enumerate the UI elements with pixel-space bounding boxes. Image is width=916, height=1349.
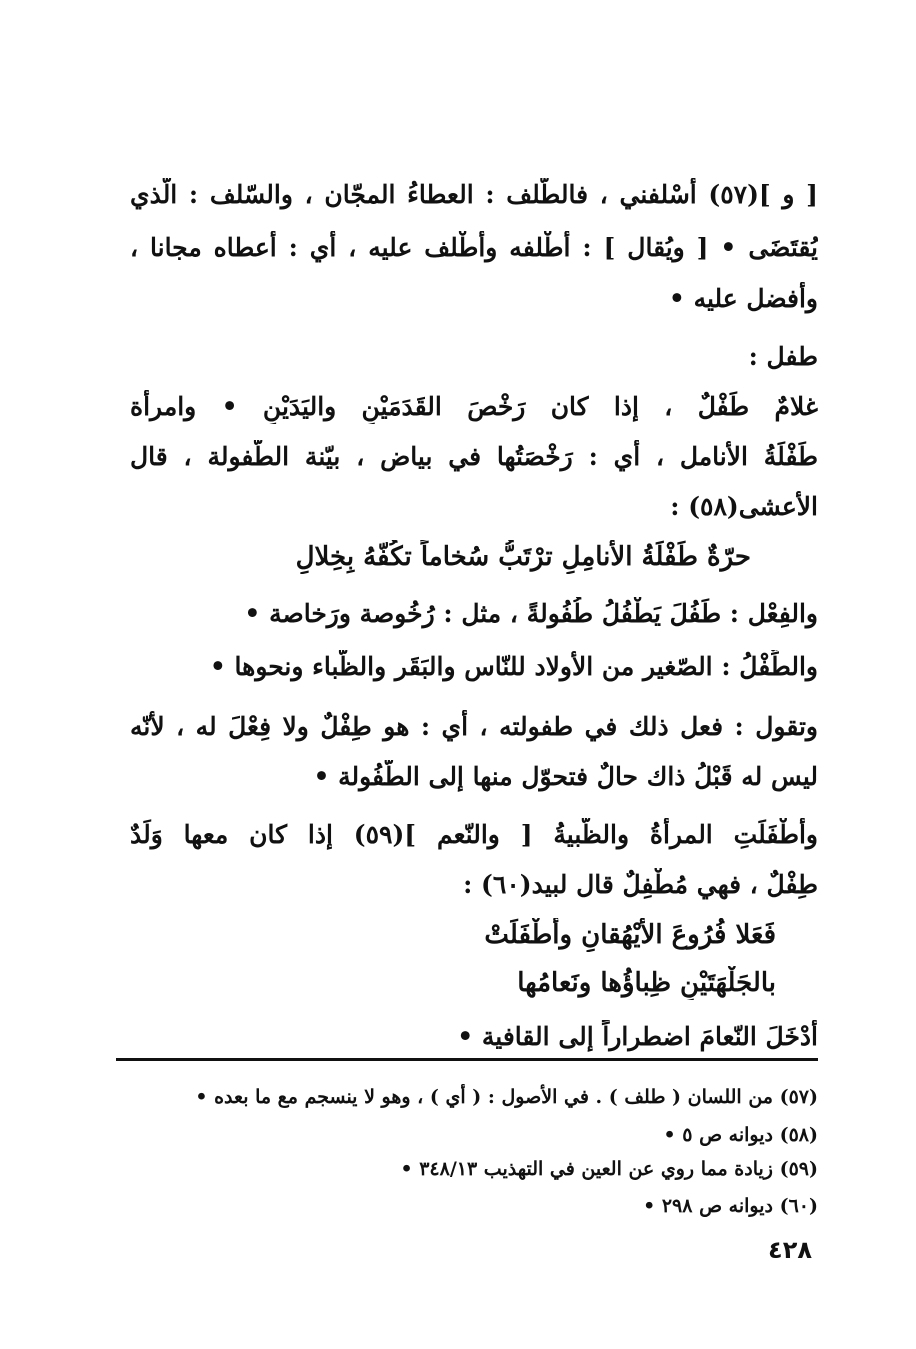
paragraph-line: طَفْلَةُ الأنامل ، أي : رَخْصَتُها في بياض ، بيّنة الطّفولة ، قال: [130, 442, 818, 471]
poem-verse: حرّةٌ طَفْلَةُ الأنامِلِ ترْتَبُّ سُخاماً تكُفّهُ بِخِلالِ: [295, 542, 751, 572]
footnote: (٥٩) زيادة مما روي عن العين في التهذيب ٣٤٨/١٣ •: [400, 1158, 818, 1180]
poem-verse-second-hemistich: بالجَلْهَتَيْنِ ظِباؤُها ونَعامُها: [517, 968, 776, 998]
paragraph-line: طِفْلٌ ، فهي مُطْفِلٌ قال لبيد(٦٠) :: [463, 870, 818, 899]
paragraph-line: وأطْفَلَتِ المرأةُ والظّبيةُ [ والنّعم ](٥٩) إذا كان معها وَلَدٌ: [130, 820, 818, 849]
paragraph-line: وتقول : فعل ذلك في طفولته ، أي : هو طِفْلٌ ولا فِعْلَ له ، لأنّه: [130, 712, 818, 741]
paragraph-line: غلامٌ طَفْلٌ ، إذا كان رَخْصَ القَدَمَيْنِ واليَدَيْنِ • وامرأة: [130, 392, 818, 421]
paragraph-line: أدْخَلَ النّعامَ اضطراراً إلى القافية •: [457, 1022, 818, 1051]
footnote: (٥٨) ديوانه ص ٥ •: [663, 1124, 818, 1146]
paragraph-line: وأفضل عليه •: [668, 284, 818, 313]
footnote: (٦٠) ديوانه ص ٢٩٨ •: [643, 1195, 818, 1217]
paragraph-line: [ و ](٥٧) أسْلفني ، فالطّلف : العطاءُ المجّان ، والسّلف : الّذي: [130, 180, 818, 209]
paragraph-line: يُقتَضَى • [ ويُقال ] : أطْلفه وأطْلف عليه ، أي : أعطاه مجانا ،: [130, 233, 818, 262]
poem-verse-first-hemistich: فَعَلا فُرُوعَ الأيْهُقانِ وأطْفَلَتْ: [484, 920, 776, 950]
footnote-separator: [116, 1058, 818, 1061]
page-number: ٤٢٨: [768, 1236, 812, 1264]
paragraph-line: ليس له قَبْلُ ذاك حالٌ فتحوّل منها إلى الطّفُولة •: [313, 762, 818, 791]
paragraph-line: والفِعْل : طَفُلَ يَطْفُلُ طُفُولةً ، مثل : رُخُوصة ورَخاصة •: [244, 599, 818, 628]
footnote: (٥٧) من اللسان ( طلف ) . في الأصول : ( أي ) ، وهو لا ينسجم مع ما بعده •: [195, 1086, 818, 1108]
paragraph-line: والطِّفْلُ : الصّغير من الأولاد للنّاس والبَقَر والظّباء ونحوها •: [209, 652, 818, 681]
section-heading: طفل :: [748, 342, 818, 371]
paragraph-line: الأعشى(٥٨) :: [670, 492, 818, 521]
